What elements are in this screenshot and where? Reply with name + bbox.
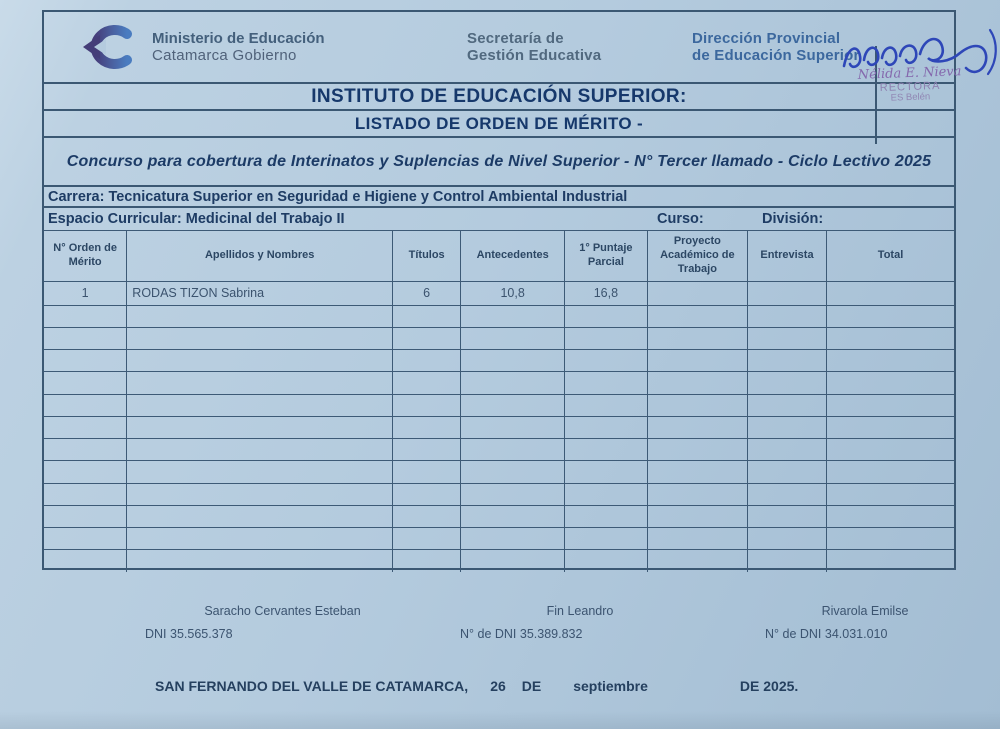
signature-block-2 (455, 604, 705, 641)
date-de: DE (521, 678, 542, 694)
secretariat-name (467, 30, 657, 65)
secretariat-line2: Gestión Educativa (467, 47, 602, 64)
cell-titulos: 6 (393, 281, 461, 305)
concurso-description: Concurso para cobertura de Interinatos y Suplencias de Nivel Superior - N° Tercer llamado - Ciclo Lectivo 2025 (66, 152, 932, 170)
carrera-row (44, 187, 954, 208)
cell-orden: 1 (44, 281, 127, 305)
merit-table-empty-row (44, 550, 954, 572)
merit-table-empty-row (44, 394, 954, 416)
direction-line2: de Educación Superior (692, 47, 860, 64)
rector-stamp (845, 64, 974, 106)
document-subtitle-heading: LISTADO DE ORDEN DE MÉRITO - (354, 113, 644, 133)
carrera-text: Carrera: Tecnicatura Superior en Seguridad e Higiene y Control Ambiental Industrial (48, 188, 628, 205)
espacio-curricular-row (44, 208, 954, 230)
merit-table-empty-row (44, 505, 954, 527)
merit-table-empty-row (44, 372, 954, 394)
merit-table-empty-row (44, 350, 954, 372)
direction-line1: Dirección Provincial (692, 29, 841, 47)
cell-proyecto (647, 281, 747, 305)
signature-block-1 (110, 604, 455, 641)
signature-block-3 (730, 604, 1000, 641)
stamp-role: RECTORA (879, 79, 941, 95)
merit-table-empty-row (44, 439, 954, 461)
stamp-org: ES Belén (890, 91, 931, 104)
title-main-row (44, 84, 954, 111)
merit-table-body (44, 231, 954, 573)
division-label: División: (762, 211, 824, 227)
date-city: SAN FERNANDO DEL VALLE DE CATAMARCA, (155, 678, 469, 694)
ministry-line1: Ministerio de Educación (152, 29, 325, 47)
ministry-name (152, 30, 367, 65)
col-header-apellidos: Apellidos y Nombres (127, 231, 393, 282)
concurso-row (44, 138, 954, 187)
title-secondary-row (44, 111, 954, 138)
document-title: INSTITUTO DE EDUCACIÓN SUPERIOR: (311, 85, 687, 107)
col-header-proyecto: Proyecto Académico de Trabajo (647, 231, 747, 282)
catamarca-c-logo-icon (80, 24, 140, 70)
cell-puntaje: 16,8 (565, 281, 648, 305)
signer-3-dni: N° de DNI 34.031.010 (765, 627, 888, 641)
ministry-line2: Catamarca Gobierno (152, 47, 297, 64)
merit-table-header-row (44, 231, 954, 282)
merit-table-wrap (44, 230, 954, 572)
cell-antecedentes: 10,8 (461, 281, 565, 305)
col-header-entrevista: Entrevista (747, 231, 826, 282)
espacio-curricular-text: Espacio Curricular: Medicinal del Trabajo II (48, 211, 345, 227)
merit-table-empty-row (44, 483, 954, 505)
cell-apellidos: RODAS TIZON Sabrina (127, 281, 393, 305)
date-year: DE 2025. (739, 678, 799, 694)
date-month: septiembre (573, 678, 648, 694)
merit-table-empty-row (44, 327, 954, 349)
merit-table-empty-row (44, 416, 954, 438)
signer-2-dni: N° de DNI 35.389.832 (460, 627, 583, 641)
merit-table-row-1 (44, 281, 954, 305)
merit-table-empty-row (44, 305, 954, 327)
date-day: 26 (490, 678, 506, 694)
cell-total (827, 281, 954, 305)
col-header-antecedentes: Antecedentes (461, 231, 565, 282)
col-header-puntaje: 1° Puntaje Parcial (565, 231, 648, 282)
signature-area (0, 604, 1000, 641)
signer-2-name: Fin Leandro (546, 604, 614, 618)
date-line (155, 678, 798, 694)
org-header (44, 12, 954, 84)
merit-table (44, 230, 954, 572)
curso-label: Curso: (657, 211, 704, 227)
cell-entrevista (747, 281, 826, 305)
merit-table-empty-row (44, 461, 954, 483)
col-header-total: Total (827, 231, 954, 282)
stamp-name-script: Nélida E. Nieva (857, 64, 962, 83)
merit-table-empty-row (44, 527, 954, 549)
signer-3-name: Rivarola Emilse (821, 604, 909, 618)
document-border-box (42, 10, 956, 570)
col-header-titulos: Títulos (393, 231, 461, 282)
secretariat-line1: Secretaría de (467, 29, 564, 47)
col-header-orden: N° Orden de Mérito (44, 231, 127, 282)
signer-1-name: Saracho Cervantes Esteban (204, 604, 361, 618)
signer-1-dni: DNI 35.565.378 (145, 627, 233, 641)
